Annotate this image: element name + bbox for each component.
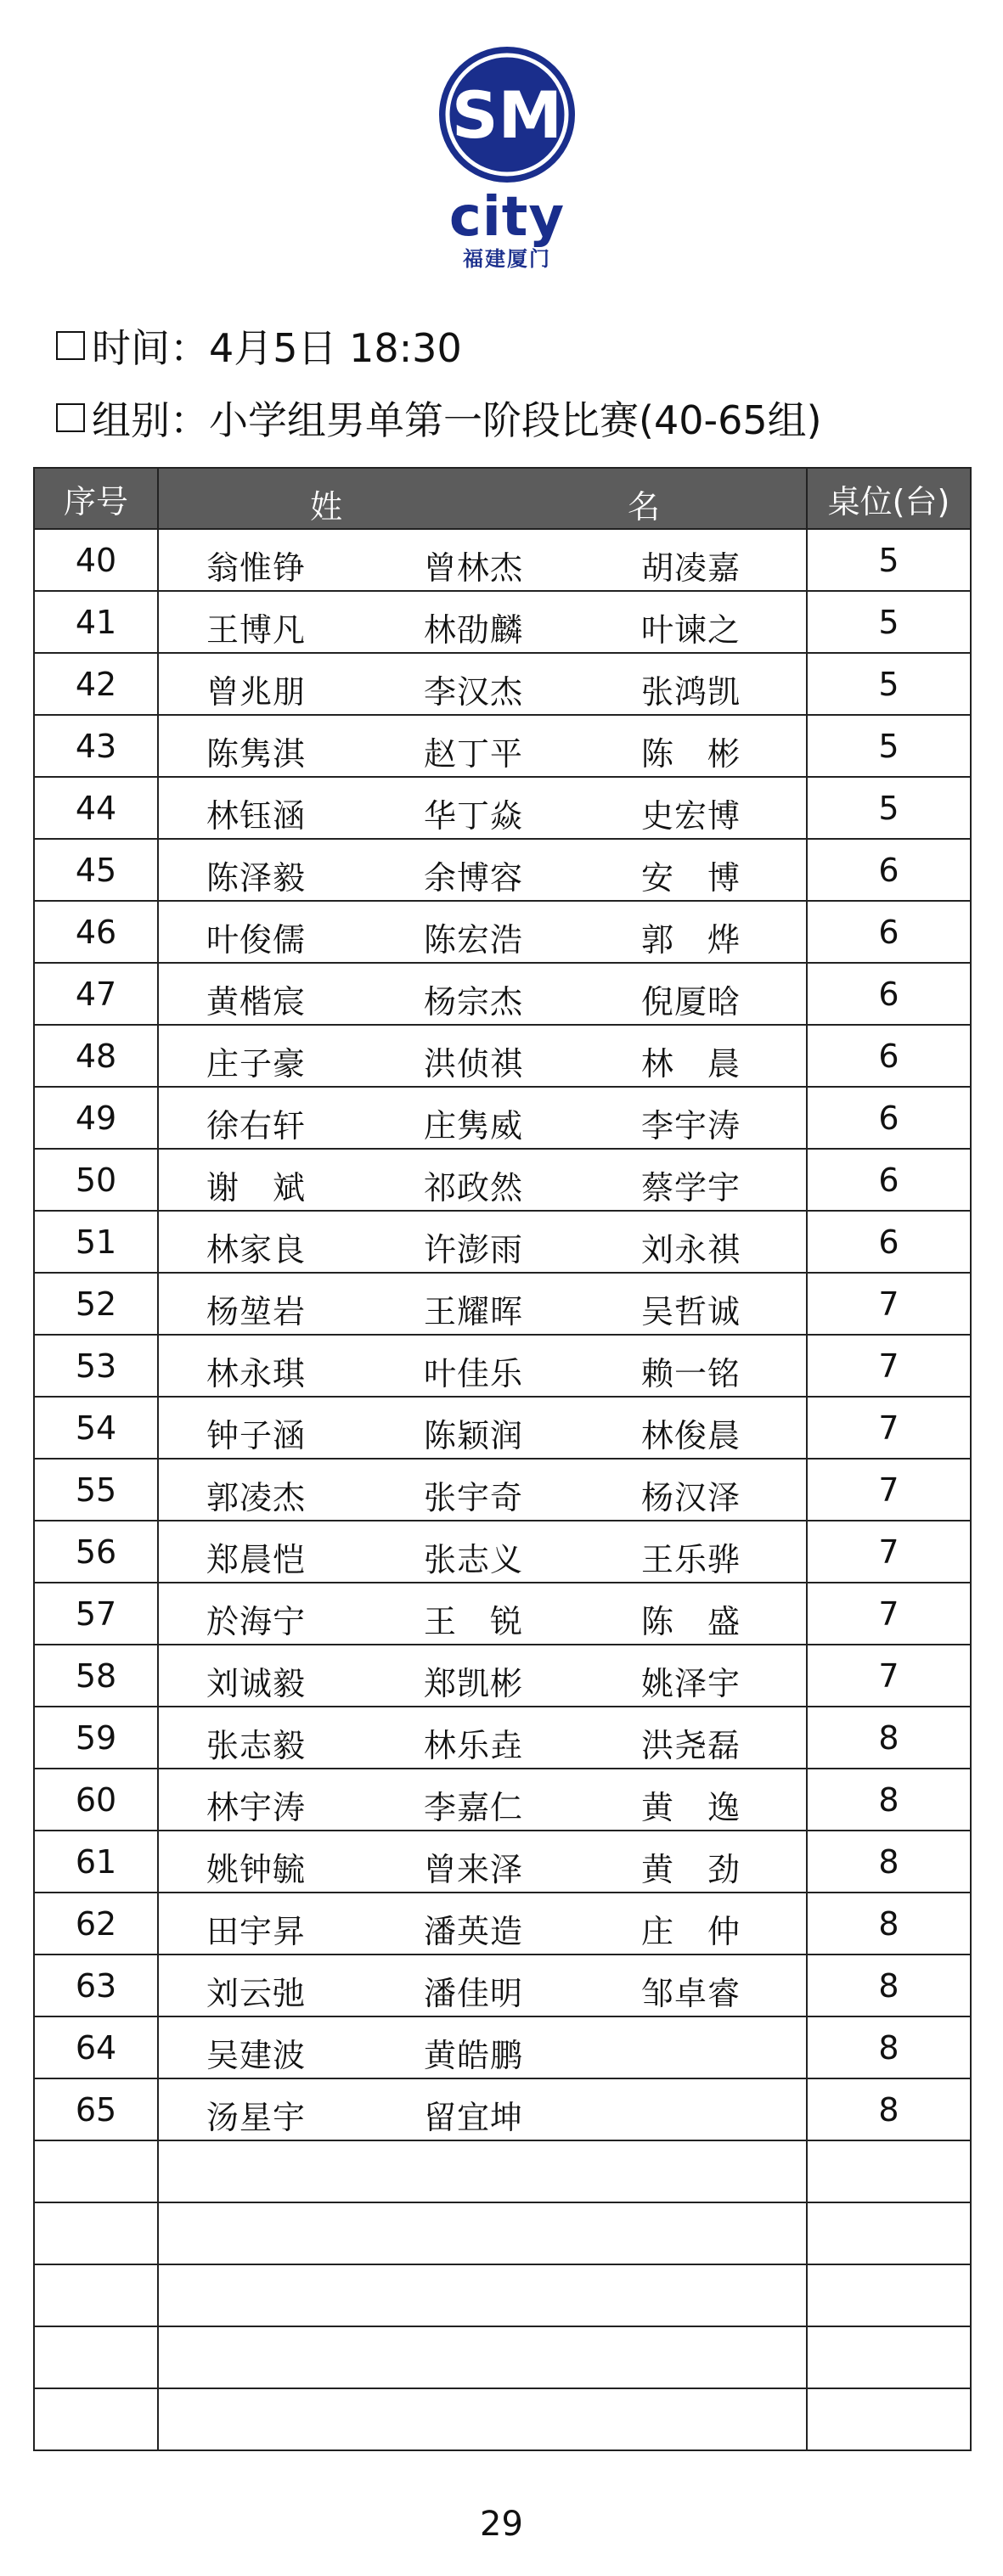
row-table-number: 6: [807, 963, 971, 1025]
row-table-number: 8: [807, 1954, 971, 2016]
player-name: 陈颖润: [424, 1417, 524, 1454]
page-number: 29: [480, 2505, 523, 2544]
player-name: 叶谏之: [641, 611, 741, 649]
table-row: [34, 2202, 971, 2264]
sm-logo-icon: [435, 42, 579, 187]
player-name: 於海宁: [206, 1603, 307, 1640]
row-table-number: [807, 2202, 971, 2264]
table-row: [34, 2326, 971, 2388]
player-name: 陈 盛: [641, 1603, 741, 1640]
row-names: [158, 1273, 807, 1335]
row-table-number: [807, 2388, 971, 2450]
table-row: [34, 1335, 971, 1397]
row-table-number: [807, 2326, 971, 2388]
table-row: [34, 2016, 971, 2078]
row-number: 43: [34, 715, 158, 777]
header-name: [158, 468, 807, 529]
row-table-number: 5: [807, 591, 971, 653]
table-row: [34, 1769, 971, 1831]
group-line: [56, 395, 822, 446]
row-table-number: 8: [807, 1707, 971, 1769]
row-number: 40: [34, 529, 158, 591]
player-name: 李嘉仁: [424, 1789, 524, 1826]
row-number: 60: [34, 1769, 158, 1831]
sm-logo-text: SM: [451, 77, 563, 153]
row-number: 63: [34, 1954, 158, 2016]
row-number: 50: [34, 1149, 158, 1211]
player-name: 曾来泽: [424, 1851, 524, 1888]
player-name: 陈泽毅: [206, 859, 307, 897]
player-name: 张志毅: [206, 1727, 307, 1764]
player-name: 杨堃岩: [206, 1293, 307, 1330]
player-name: 洪侦祺: [424, 1045, 524, 1083]
table-row: [34, 1583, 971, 1645]
row-table-number: 7: [807, 1459, 971, 1521]
row-number: [34, 2264, 158, 2326]
player-name: 林家良: [206, 1231, 307, 1268]
player-name: 黄楷宸: [206, 983, 307, 1021]
table-row: [34, 2264, 971, 2326]
player-name: 林俊晨: [641, 1417, 741, 1454]
table-row: [34, 1149, 971, 1211]
row-table-number: 8: [807, 1893, 971, 1954]
player-name: 林永琪: [206, 1355, 307, 1392]
player-name: 汤星宇: [206, 2099, 307, 2136]
row-number: 53: [34, 1335, 158, 1397]
player-name: 庄子豪: [206, 1045, 307, 1083]
player-name: 黄 劲: [641, 1851, 741, 1888]
row-table-number: 5: [807, 777, 971, 839]
row-number: 65: [34, 2078, 158, 2140]
player-name: 张志义: [424, 1541, 524, 1578]
row-names: [158, 1954, 807, 2016]
player-name: 翁惟铮: [206, 549, 307, 587]
table-row: [34, 777, 971, 839]
player-name: 余博容: [424, 859, 524, 897]
row-table-number: 7: [807, 1583, 971, 1645]
row-names: [158, 839, 807, 901]
row-table-number: 8: [807, 2016, 971, 2078]
table-row: [34, 1521, 971, 1583]
player-name: 黄 逸: [641, 1789, 741, 1826]
row-table-number: 6: [807, 1087, 971, 1149]
logo-location-text: 福建厦门: [463, 247, 551, 271]
row-names: [158, 1335, 807, 1397]
row-table-number: 6: [807, 1211, 971, 1273]
group-value: 小学组男单第一阶段比赛(40-65组): [209, 397, 822, 443]
row-number: 64: [34, 2016, 158, 2078]
table-row: [34, 1645, 971, 1707]
logo-city-text: city: [448, 186, 566, 249]
player-name: 潘佳明: [424, 1975, 524, 2012]
player-name: 倪厦晗: [641, 983, 741, 1021]
row-table-number: 8: [807, 2078, 971, 2140]
player-name: 王乐骅: [641, 1541, 741, 1578]
player-name: 邹卓睿: [641, 1975, 741, 2012]
row-number: 61: [34, 1831, 158, 1893]
group-label: 组别：: [92, 397, 209, 443]
table-row: [34, 1954, 971, 2016]
row-number: 58: [34, 1645, 158, 1707]
player-name: 赖一铭: [641, 1355, 741, 1392]
row-table-number: 7: [807, 1273, 971, 1335]
row-table-number: 8: [807, 1769, 971, 1831]
player-name: 郭 烨: [641, 921, 741, 959]
row-names: [158, 1769, 807, 1831]
row-number: 44: [34, 777, 158, 839]
table-row: [34, 1893, 971, 1954]
player-name: 王耀晖: [424, 1293, 524, 1330]
table-row: [34, 1831, 971, 1893]
row-names: [158, 1025, 807, 1087]
row-number: [34, 2388, 158, 2450]
player-name: 曾林杰: [424, 549, 524, 587]
row-number: 46: [34, 901, 158, 963]
table-row: [34, 1707, 971, 1769]
row-number: [34, 2326, 158, 2388]
table-row: [34, 839, 971, 901]
player-name: 安 博: [641, 859, 741, 897]
table-row: [34, 1273, 971, 1335]
player-name: 郑晨恺: [206, 1541, 307, 1578]
player-name: 洪尧磊: [641, 1727, 741, 1764]
row-names: [158, 1583, 807, 1645]
row-names: [158, 963, 807, 1025]
row-names: [158, 2202, 807, 2264]
player-name: 祁政然: [424, 1169, 524, 1206]
player-name: 刘永祺: [641, 1231, 741, 1268]
table-row: [34, 1087, 971, 1149]
row-names: [158, 901, 807, 963]
row-number: 54: [34, 1397, 158, 1459]
player-name: 黄皓鹏: [424, 2037, 524, 2074]
player-name: 庄隽威: [424, 1107, 524, 1145]
player-name: 林宇涛: [206, 1789, 307, 1826]
table-row: [34, 2140, 971, 2202]
row-table-number: 7: [807, 1521, 971, 1583]
player-name: 许澎雨: [424, 1231, 524, 1268]
player-name: 林劭麟: [424, 611, 524, 649]
table-row: [34, 1025, 971, 1087]
row-table-number: 6: [807, 901, 971, 963]
player-name: 叶俊儒: [206, 921, 307, 959]
row-number: [34, 2202, 158, 2264]
table-row: [34, 591, 971, 653]
row-names: [158, 1521, 807, 1583]
table-row: [34, 715, 971, 777]
row-table-number: 5: [807, 715, 971, 777]
header-name-right: 名: [628, 488, 661, 526]
row-names: [158, 1831, 807, 1893]
player-name: 曾兆朋: [206, 673, 307, 711]
table-row: [34, 901, 971, 963]
player-name: 吴建波: [206, 2037, 307, 2074]
row-number: 41: [34, 591, 158, 653]
player-name: 刘诚毅: [206, 1665, 307, 1702]
player-name: 胡凌嘉: [641, 549, 741, 587]
row-names: [158, 1397, 807, 1459]
header-name-left: 姓: [310, 488, 343, 526]
player-name: 庄 仲: [641, 1913, 741, 1950]
player-name: 留宜坤: [424, 2099, 524, 2136]
table-row: [34, 529, 971, 591]
time-line: [56, 323, 462, 374]
player-name: 郑凯彬: [424, 1665, 524, 1702]
row-number: 48: [34, 1025, 158, 1087]
player-name: 杨汉泽: [641, 1479, 741, 1516]
row-table-number: 8: [807, 1831, 971, 1893]
row-names: [158, 1459, 807, 1521]
row-table-number: 7: [807, 1645, 971, 1707]
player-name: 王博凡: [206, 611, 307, 649]
row-table-number: 7: [807, 1335, 971, 1397]
player-name: 张鸿凯: [641, 673, 741, 711]
player-name: 王 锐: [424, 1603, 524, 1640]
player-name: 蔡学宇: [641, 1169, 741, 1206]
player-name: 林乐垚: [424, 1727, 524, 1764]
header-number: 序号: [34, 468, 158, 529]
player-name: 徐右轩: [206, 1107, 307, 1145]
checkbox-square-icon: [56, 331, 85, 360]
player-name: 陈 彬: [641, 735, 741, 773]
row-names: [158, 2140, 807, 2202]
header-table-number: 桌位(台): [807, 468, 971, 529]
row-number: 57: [34, 1583, 158, 1645]
player-name: 姚泽宇: [641, 1665, 741, 1702]
row-number: [34, 2140, 158, 2202]
sm-city-logo: [435, 42, 579, 297]
row-names: [158, 2078, 807, 2140]
table-row: [34, 963, 971, 1025]
row-table-number: 6: [807, 839, 971, 901]
player-name: 林 晨: [641, 1045, 741, 1083]
row-number: 49: [34, 1087, 158, 1149]
row-number: 59: [34, 1707, 158, 1769]
table-row: [34, 653, 971, 715]
row-names: [158, 653, 807, 715]
row-number: 55: [34, 1459, 158, 1521]
row-number: 47: [34, 963, 158, 1025]
player-name: 钟子涵: [206, 1417, 307, 1454]
player-name: 叶佳乐: [424, 1355, 524, 1392]
row-number: 52: [34, 1273, 158, 1335]
player-name: 林钰涵: [206, 797, 307, 835]
table-row: [34, 1397, 971, 1459]
time-label: 时间：: [92, 325, 209, 371]
row-number: 51: [34, 1211, 158, 1273]
player-name: 刘云弛: [206, 1975, 307, 2012]
player-name: 陈宏浩: [424, 921, 524, 959]
player-name: 李宇涛: [641, 1107, 741, 1145]
player-name: 李汉杰: [424, 673, 524, 711]
row-table-number: 6: [807, 1149, 971, 1211]
row-table-number: 7: [807, 1397, 971, 1459]
row-names: [158, 1893, 807, 1954]
row-names: [158, 1707, 807, 1769]
player-name: 郭凌杰: [206, 1479, 307, 1516]
row-names: [158, 777, 807, 839]
row-table-number: 5: [807, 529, 971, 591]
player-name: 姚钟毓: [206, 1851, 307, 1888]
table-row: [34, 2388, 971, 2450]
row-names: [158, 529, 807, 591]
checkbox-square-icon: [56, 403, 85, 432]
table-row: [34, 1459, 971, 1521]
row-number: 45: [34, 839, 158, 901]
row-number: 62: [34, 1893, 158, 1954]
player-name: 赵丁平: [424, 735, 524, 773]
row-table-number: 6: [807, 1025, 971, 1087]
player-name: 陈隽淇: [206, 735, 307, 773]
row-names: [158, 2326, 807, 2388]
row-table-number: 5: [807, 653, 971, 715]
row-names: [158, 1211, 807, 1273]
row-number: 42: [34, 653, 158, 715]
row-names: [158, 2016, 807, 2078]
player-name: 杨宗杰: [424, 983, 524, 1021]
row-names: [158, 2264, 807, 2326]
player-name: 谢 斌: [206, 1169, 307, 1206]
row-table-number: [807, 2264, 971, 2326]
roster-table: [33, 467, 972, 2451]
time-value: 4月5日 18:30: [209, 325, 462, 371]
player-name: 田宇昇: [206, 1913, 307, 1950]
player-name: 华丁焱: [424, 797, 524, 835]
table-row: [34, 2078, 971, 2140]
table-row: [34, 1211, 971, 1273]
row-names: [158, 2388, 807, 2450]
player-name: 潘英造: [424, 1913, 524, 1950]
row-names: [158, 1645, 807, 1707]
row-names: [158, 1149, 807, 1211]
row-table-number: [807, 2140, 971, 2202]
player-name: 张宇奇: [424, 1479, 524, 1516]
row-names: [158, 591, 807, 653]
player-name: 吴哲诚: [641, 1293, 741, 1330]
row-names: [158, 1087, 807, 1149]
player-name: 史宏博: [641, 797, 741, 835]
table-header-row: [34, 468, 971, 529]
row-names: [158, 715, 807, 777]
row-number: 56: [34, 1521, 158, 1583]
